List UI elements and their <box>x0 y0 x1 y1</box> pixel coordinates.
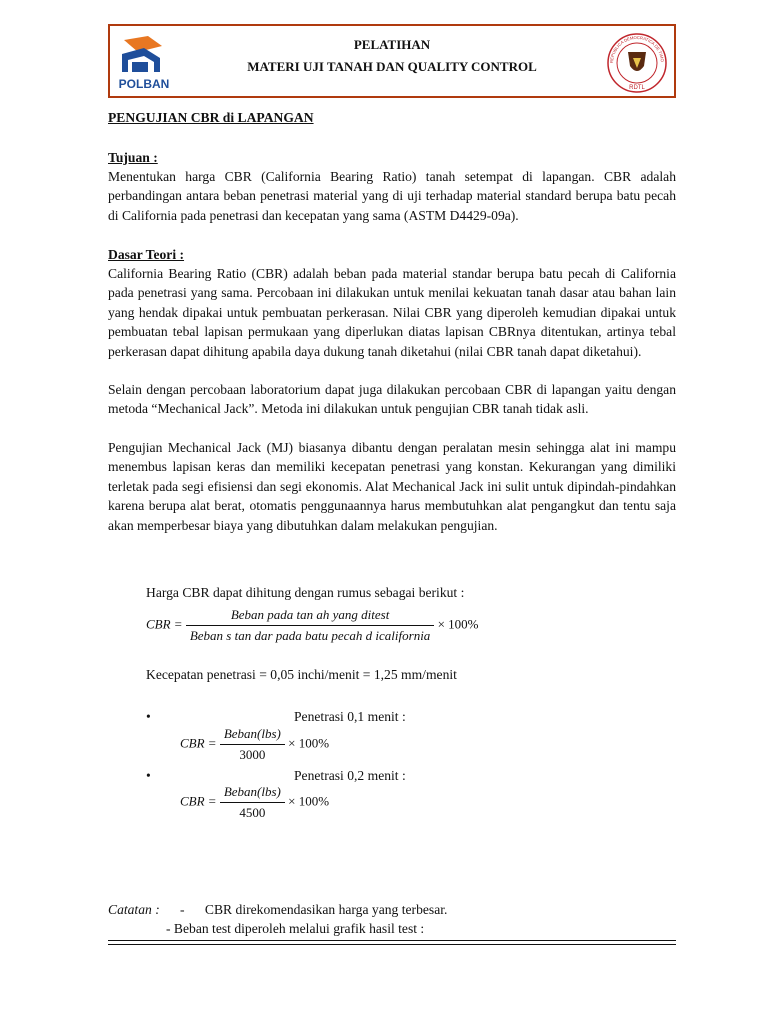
document-title: PENGUJIAN CBR di LAPANGAN <box>108 110 314 125</box>
footer-rule-bottom <box>108 944 676 945</box>
dasar-teori-paragraph-3: Pengujian Mechanical Jack (MJ) biasanya dibantu dengan peralatan mesin sehingga alat ini mampu menembus lapisan keras dan memiliki kecepatan penetrasi yang konstan. Kekurangan yang dimiliki terletak pada segi efisiensi dan segi ekonomis. Alat Mechanical Jack ini sulit untuk dipindah-pindahkan karena berupa alat berat, otomatis penggunaannya harus membutuhkan alat pengangkut dan tentu saja akan memperbesar biaya yang dibutuhkan dalam melakukan pengujian. <box>108 440 676 533</box>
catatan-item-2: - Beban test diperoleh melalui grafik hasil test : <box>166 921 425 936</box>
bullet-2-label: Penetrasi 0,2 menit : <box>294 768 406 783</box>
page-header <box>108 24 676 98</box>
bullet-2-numerator: Beban(lbs) <box>223 784 281 799</box>
bullet-2-lhs: CBR = <box>180 793 217 809</box>
seal-bottom-text: RDTL <box>629 85 645 91</box>
formula-lhs: CBR = <box>146 616 183 632</box>
bullet-1-denominator: 3000 <box>220 744 285 763</box>
bullet-1-lhs: CBR = <box>180 735 217 751</box>
bullet-1-numerator: Beban(lbs) <box>223 726 281 741</box>
polban-logo <box>114 32 174 94</box>
bullet-2-formula <box>180 784 329 821</box>
formula-intro: Harga CBR dapat dihitung dengan rumus sebagai berikut : <box>146 585 465 600</box>
bullet-1-fraction <box>220 726 285 763</box>
dasar-teori-paragraph-2: Selain dengan percobaan laboratorium dapat juga dilakukan percobaan CBR di lapangan yaitu dengan metoda “Mechanical Jack”. Metoda ini dilakukan untuk pengujian CBR tanah tidak asli. <box>108 382 676 417</box>
formula-rhs: × 100% <box>437 616 479 632</box>
kecepatan-penetrasi: Kecepatan penetrasi = 0,05 inchi/menit = 1,25 mm/menit <box>146 667 457 682</box>
dasar-teori-heading: Dasar Teori : <box>108 247 185 262</box>
bullet-2-denominator: 4500 <box>220 802 285 821</box>
formula-numerator: Beban pada tan ah yang ditest <box>230 607 390 622</box>
bullet-1-marker: • <box>146 709 151 724</box>
seal-ring-text: REPUBLICA DEMOCRATICA DE TIMO <box>608 34 666 64</box>
header-line2: MATERI UJI TANAH DAN QUALITY CONTROL <box>247 59 537 74</box>
dasar-teori-paragraph-1: California Bearing Ratio (CBR) adalah beban pada material standar berupa batu pecah di California pada penetrasi yang sama. Percobaan ini dilakukan untuk menilai kekuatan tanah dasar atau bahan lain yang hendak dipakai untuk pembuatan perkerasan. Nilai CBR yang diperoleh kemudian dipakai untuk pembuatan tebal lapisan permukaan yang diperlukan diatas lapisan CBRnya ditentukan, artinya tebal perkerasan dapat dihitung apabila daya dukung tanah diketahui (nilai CBR tanah dapat diketahui). <box>108 266 676 359</box>
rdtl-seal <box>606 32 668 94</box>
cbr-main-formula <box>146 607 478 644</box>
formula-denominator: Beban s tan dar pada batu pecah d icalifornia <box>186 625 434 644</box>
formula-fraction <box>186 607 434 644</box>
header-line1: PELATIHAN <box>353 37 431 52</box>
bullet-1-label: Penetrasi 0,1 menit : <box>294 709 406 724</box>
tujuan-heading: Tujuan : <box>108 150 158 165</box>
catatan-item-1: - CBR direkomendasikan harga yang terbesar. <box>180 902 448 917</box>
catatan-label: Catatan : <box>108 902 160 917</box>
bullet-2-fraction <box>220 784 285 821</box>
bullet-1-rhs: × 100% <box>288 735 330 751</box>
footer-rule-top <box>108 940 676 941</box>
header-titles <box>180 34 604 78</box>
bullet-2-marker: • <box>146 768 151 783</box>
bullet-1-formula <box>180 726 329 763</box>
bullet-2-rhs: × 100% <box>288 793 330 809</box>
logo-text: POLBAN <box>118 77 170 91</box>
tujuan-body: Menentukan harga CBR (California Bearing Ratio) tanah setempat di lapangan. CBR adalah perbandingan antara beban penetrasi material yang di uji terhadap material standard berupa batu pecah di California pada penetrasi dan kecepatan yang sama (ASTM D4429-09a). <box>108 169 676 223</box>
